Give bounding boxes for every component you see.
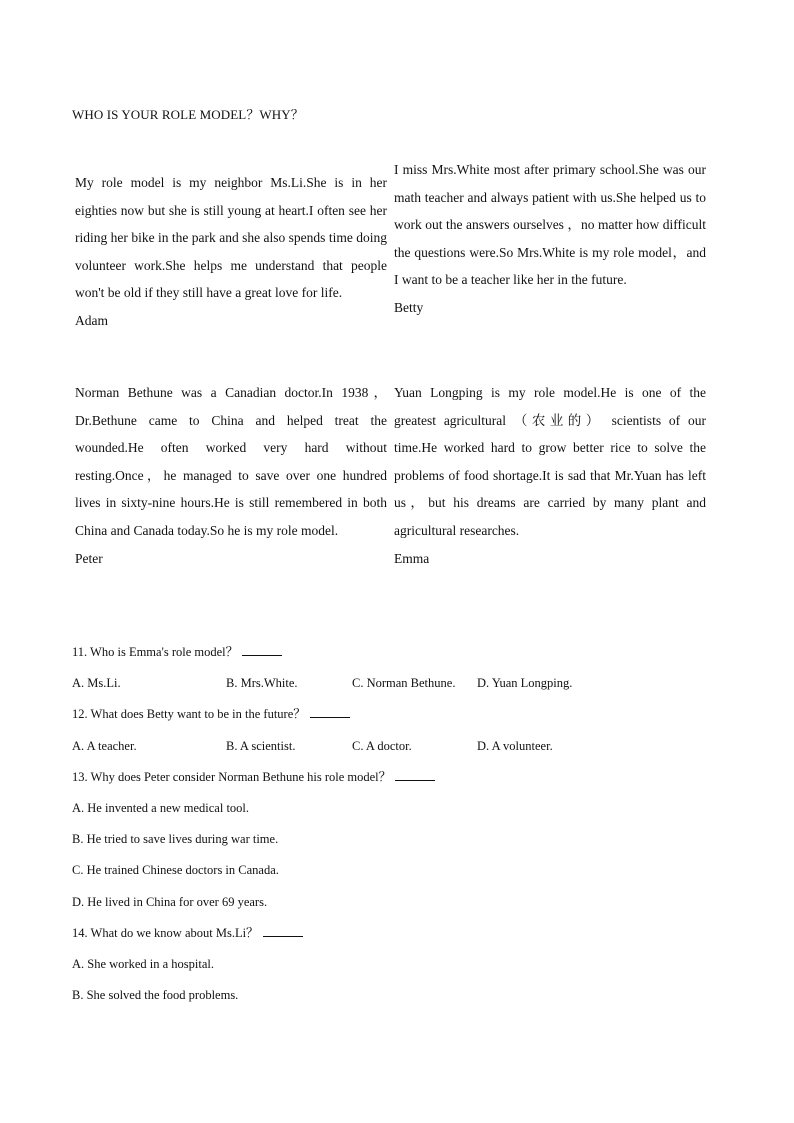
passage-adam <box>75 169 387 335</box>
option-b: B. Mrs.White. <box>226 676 298 691</box>
question-12-options <box>72 734 732 765</box>
page-title: WHO IS YOUR ROLE MODEL？WHY？ <box>72 107 304 122</box>
option-b: B. A scientist. <box>226 738 296 753</box>
question-14 <box>72 921 732 952</box>
option-d: D. A volunteer. <box>477 738 553 753</box>
option-a: A. Ms.Li. <box>72 676 121 691</box>
passage-author: Adam <box>75 312 108 328</box>
question-11 <box>72 640 732 671</box>
passage-author: Emma <box>394 550 430 566</box>
passage-text: I miss Mrs.White most after primary school.She was our math teacher and always patient with us.She helped us to work out the answers ourselves ，no matter how difficult the questions were.So Mrs.White is my role model，and I want to be a teacher like her in the future. <box>394 162 706 288</box>
option-a: A. A teacher. <box>72 738 137 753</box>
option-b: B. He tried to save lives during war time. <box>72 832 279 847</box>
question-stem: 14. What do we know about Ms.Li？ <box>72 925 259 940</box>
question-stem: 13. Why does Peter consider Norman Bethune his role model？ <box>72 769 392 784</box>
option-c: C. A doctor. <box>352 738 412 753</box>
question-11-options <box>72 671 732 702</box>
question-stem: 11. Who is Emma's role model？ <box>72 645 239 659</box>
answer-blank <box>310 706 350 718</box>
passage-peter <box>75 379 387 572</box>
option-b: B. She solved the food problems. <box>72 988 239 1003</box>
passage-author: Betty <box>394 299 424 315</box>
option-d: D. Yuan Longping. <box>477 676 573 691</box>
option-a: A. He invented a new medical tool. <box>72 800 250 815</box>
option-d: D. He lived in China for over 69 years. <box>72 894 268 909</box>
answer-blank <box>242 644 282 656</box>
passage-text: Yuan Longping is my role model.He is one of the greatest agricultural （农业的） scientists of our time.He worked hard to grow better rice to solve the problems of food shortage.It is sad that Mr.Yuan has left us，but his dreams are carried by many plant and agricultural researches. <box>394 385 706 538</box>
question-13 <box>72 765 732 796</box>
option-c: C. Norman Bethune. <box>352 676 456 691</box>
passage-author: Peter <box>75 550 103 566</box>
passage-text: My role model is my neighbor Ms.Li.She is in her eighties now but she is still young at heart.I often see her riding her bike in the park and she also spends time doing volunteer work.She helps me understand that people won't be old if they still have a great love for life. <box>75 175 387 301</box>
option-c: C. He trained Chinese doctors in Canada. <box>72 863 279 878</box>
question-stem: 12. What does Betty want to be in the future？ <box>72 707 306 722</box>
question-12 <box>72 702 732 733</box>
passage-text: Norman Bethune was a Canadian doctor.In 1938，Dr.Bethune came to China and helped treat the wounded.He often worked very hard without resting.Once，he managed to save over one hundred lives in sixty-nine hours.He is still remembered in both China and Canada today.So he is my role model. <box>75 385 387 538</box>
answer-blank <box>395 769 435 781</box>
passage-betty <box>394 156 706 322</box>
passage-emma <box>394 379 706 572</box>
answer-blank <box>263 925 303 937</box>
option-a: A. She worked in a hospital. <box>72 956 214 971</box>
question-list <box>72 640 732 1014</box>
